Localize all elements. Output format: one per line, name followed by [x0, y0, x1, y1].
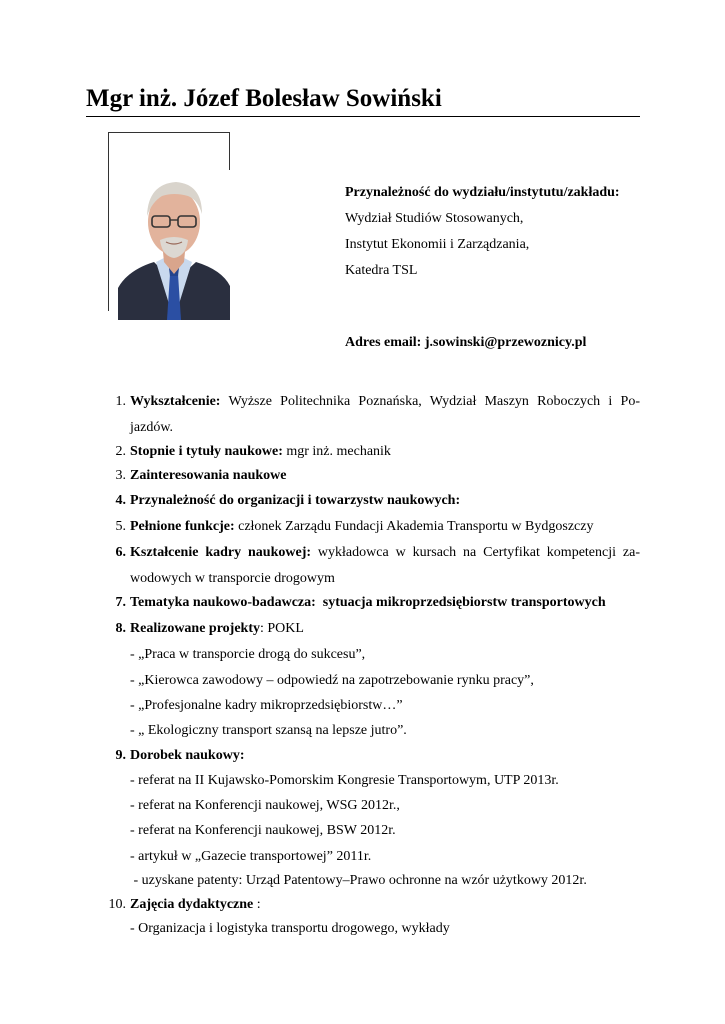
teaching-entry: - Organizacja i logistyka transportu drogowego, wykłady — [130, 921, 450, 936]
list-item-text: Wyższe Politechnika Poznańska, Wydział Maszyn Roboczych i Po- — [220, 394, 640, 409]
list-item-label: Realizowane projekty — [130, 621, 260, 636]
list-item-education — [115, 389, 640, 441]
list-item-staff-training — [115, 540, 641, 592]
achievement-entry: - artykuł w „Gazecie transportowej” 2011r. — [130, 849, 372, 864]
affiliation-line: Katedra TSL — [345, 263, 418, 278]
list-item-text: sytuacja mikroprzedsiębiorstw transportowych — [315, 595, 606, 610]
list-item-text: jazdów. — [130, 420, 174, 435]
list-item-degrees — [115, 439, 640, 465]
list-number: 2. — [115, 444, 126, 459]
achievement-entry: - referat na II Kujawsko-Pomorskim Kongresie Transportowym, UTP 2013r. — [130, 773, 559, 788]
project-entry: - „Kierowca zawodowy – odpowiedź na zapotrzebowanie rynku pracy”, — [130, 673, 534, 688]
portrait-photo — [118, 170, 230, 320]
list-item-label: Wykształcenie: — [130, 394, 221, 409]
list-number: 5. — [115, 519, 126, 534]
list-item-label: Zajęcia dydaktyczne — [130, 897, 254, 912]
list-item-label: Kształcenie kadry naukowej: — [130, 545, 312, 560]
title-underline — [86, 116, 640, 117]
affiliation-label: Przynależność do wydziału/instytutu/zakładu: — [345, 185, 620, 200]
list-item-text: mgr inż. mechanik — [282, 444, 391, 459]
project-entry: - „Praca w transporcie drogą do sukcesu”, — [130, 647, 366, 662]
list-item-label: Zainteresowania naukowe — [130, 468, 287, 483]
list-item-text: : — [253, 897, 261, 912]
achievement-entry: - referat na Konferencji naukowej, WSG 2012r., — [130, 798, 400, 813]
list-item-research — [115, 590, 640, 616]
list-item-functions — [115, 514, 640, 540]
affiliation-line: Wydział Studiów Stosowanych, — [345, 211, 524, 226]
list-item-label: Przynależność do organizacji i towarzystw naukowych: — [130, 493, 461, 508]
list-item-achievements — [115, 743, 640, 769]
list-item-label: Pełnione funkcje: — [130, 519, 235, 534]
page-title: Mgr inż. Józef Bolesław Sowiński — [86, 85, 442, 112]
list-item-line — [130, 540, 640, 566]
list-number: 10. — [108, 897, 126, 912]
list-item-label: Dorobek naukowy: — [130, 748, 245, 763]
list-number: 9. — [115, 748, 126, 763]
list-item-teaching — [108, 892, 640, 918]
list-number: 4. — [115, 493, 126, 508]
list-number: 3. — [115, 468, 126, 483]
list-item-line — [130, 389, 640, 415]
list-number: 8. — [115, 621, 126, 636]
affiliation-line: Instytut Ekonomii i Zarządzania, — [345, 237, 530, 252]
list-number: 1. — [115, 394, 126, 409]
list-item-label: Stopnie i tytuły naukowe: — [130, 444, 283, 459]
email-address[interactable]: Adres email: j.sowinski@przewoznicy.pl — [345, 335, 587, 350]
project-entry: - „Profesjonalne kadry mikroprzedsiębiorstw…” — [130, 698, 403, 713]
list-item-text: członek Zarządu Fundacji Akademia Transportu w Bydgoszczy — [234, 519, 594, 534]
achievement-entry: - referat na Konferencji naukowej, BSW 2012r. — [130, 823, 396, 838]
list-item-interests — [115, 463, 640, 489]
list-number: 7. — [115, 595, 126, 610]
list-item-projects — [115, 616, 640, 642]
achievement-entry: - uzyskane patenty: Urząd Patentowy–Prawo ochronne na wzór użytkowy 2012r. — [130, 873, 587, 888]
project-entry: - „ Ekologiczny transport szansą na lepsze jutro”. — [130, 723, 407, 738]
list-number: 6. — [115, 545, 126, 560]
list-item-label: Tematyka naukowo-badawcza: — [130, 595, 316, 610]
portrait-illustration — [118, 170, 230, 320]
list-item-memberships — [115, 488, 640, 514]
list-item-text: : POKL — [260, 621, 304, 636]
list-item-text: wykładowca w kursach na Certyfikat kompetencji za- — [311, 545, 641, 560]
list-item-text: wodowych w transporcie drogowym — [130, 571, 335, 586]
affiliation-block — [345, 180, 620, 284]
